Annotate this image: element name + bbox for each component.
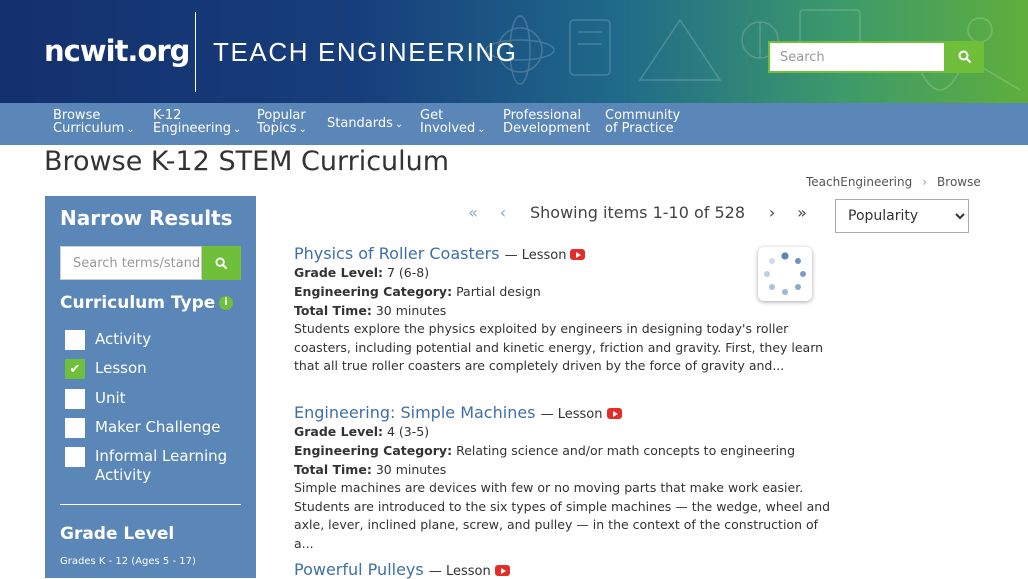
nav-professional-development[interactable] <box>503 109 591 135</box>
nav-label: of Practice <box>605 121 674 136</box>
result-time: Total Time: 30 minutes <box>294 303 447 318</box>
sidebar-divider <box>60 504 241 505</box>
result-title-link[interactable]: Engineering: Simple Machines <box>294 403 536 422</box>
results-count: Showing items 1-10 of 528 <box>530 202 746 222</box>
nav-label: Professional <box>503 108 582 123</box>
nav-label: Curriculum <box>53 121 125 136</box>
chevron-down-icon: ⌄ <box>126 124 135 135</box>
filter-label: Unit <box>95 389 126 407</box>
chevron-down-icon: ⌄ <box>477 124 486 135</box>
filter-informal-learning-activity[interactable] <box>65 447 245 485</box>
nav-label: Involved <box>420 121 476 136</box>
grade-level-heading: Grade Level <box>60 524 175 544</box>
checkbox[interactable] <box>65 389 85 409</box>
checkbox[interactable] <box>65 330 85 350</box>
pagination <box>458 200 817 224</box>
narrow-results-title: Narrow Results <box>60 206 233 230</box>
result-title-link[interactable]: Physics of Roller Coasters <box>294 244 500 263</box>
chevron-down-icon: ⌄ <box>394 119 404 130</box>
breadcrumb-item-teachengineering[interactable]: TeachEngineering <box>806 175 913 189</box>
result-category: Engineering Category: Partial design <box>294 284 541 299</box>
site-header <box>0 0 1028 103</box>
nav-label: Browse <box>53 108 101 123</box>
ncwit-logo[interactable]: ncwit.org <box>44 34 190 68</box>
search-button[interactable] <box>945 41 984 73</box>
result-time: Total Time: 30 minutes <box>294 462 447 477</box>
nav-label: Development <box>503 121 591 136</box>
filter-search-button[interactable] <box>202 246 241 280</box>
header-divider <box>195 12 196 92</box>
curriculum-type-heading: Curriculum Type <box>60 293 216 313</box>
nav-standards[interactable] <box>327 117 403 131</box>
filter-label: Informal Learning Activity <box>95 447 228 484</box>
result-item <box>294 403 834 553</box>
filter-lesson[interactable] <box>65 359 147 379</box>
chevron-down-icon: ⌄ <box>233 124 242 135</box>
filter-activity[interactable] <box>65 330 151 350</box>
result-category: Engineering Category: Relating science and/or math concepts to engineering <box>294 443 796 458</box>
search-icon <box>958 50 972 64</box>
nav-label: Popular <box>257 108 306 123</box>
nav-label: Engineering <box>153 121 231 136</box>
result-grade: Grade Level: 7 (6-8) <box>294 265 430 280</box>
video-icon <box>495 565 510 576</box>
nav-browse-curriculum[interactable] <box>53 109 135 136</box>
check-icon: ✔ <box>69 361 81 377</box>
chevron-right-icon: › <box>922 175 928 189</box>
filter-unit[interactable] <box>65 389 126 409</box>
nav-label: Community <box>605 108 681 123</box>
grade-range-label: Grades K - 12 (Ages 5 - 17) <box>60 556 196 567</box>
page-title: Browse K-12 STEM Curriculum <box>44 146 450 177</box>
filter-label: Activity <box>95 330 152 348</box>
result-type: — Lesson <box>428 564 491 579</box>
breadcrumb-item-browse: Browse <box>937 175 981 189</box>
nav-label: K-12 <box>153 108 182 123</box>
video-icon <box>570 249 585 260</box>
nav-label: Standards <box>327 116 393 131</box>
sort-select[interactable] <box>835 199 969 233</box>
nav-community-of-practice[interactable] <box>605 109 680 135</box>
checkbox[interactable] <box>65 418 85 438</box>
prev-page-button[interactable]: ‹ <box>499 202 507 222</box>
narrow-results-panel <box>45 196 256 578</box>
teach-engineering-logo[interactable]: TEACH ENGINEERING <box>213 37 518 67</box>
last-page-button[interactable]: » <box>797 202 807 222</box>
filter-label: Lesson <box>95 359 147 377</box>
filter-maker-challenge[interactable] <box>65 418 220 438</box>
result-type: — Lesson <box>540 407 603 422</box>
result-description: Students explore the physics exploited by engineers in designing today's roller coasters, including potential and kinetic energy, friction and gravity. First, they learn that all true roller coasters are completely driven by the force of gravity and... <box>294 321 824 373</box>
next-page-button[interactable]: › <box>768 202 776 222</box>
nav-get-involved[interactable] <box>420 109 486 136</box>
checkbox[interactable] <box>65 447 85 467</box>
info-icon[interactable]: i <box>219 296 233 310</box>
nav-k12-engineering[interactable] <box>153 109 241 136</box>
result-item <box>294 244 834 376</box>
chevron-down-icon: ⌄ <box>298 124 307 135</box>
nav-popular-topics[interactable] <box>257 109 307 136</box>
nav-label: Get <box>420 108 444 123</box>
result-title-link[interactable]: Powerful Pulleys <box>294 560 424 579</box>
result-type: — Lesson <box>504 248 567 263</box>
video-icon <box>607 408 622 419</box>
main-nav <box>0 103 1028 145</box>
nav-label: Topics <box>257 121 297 136</box>
result-item <box>294 560 834 579</box>
search-icon <box>215 257 228 270</box>
result-grade: Grade Level: 4 (3-5) <box>294 424 430 439</box>
filter-label: Maker Challenge <box>95 418 221 436</box>
result-description: Simple machines are devices with few or no moving parts that make work easier. Students are introduced to the six types of simple machines — the wedge, wheel and axle, lever, inclined plane, screw, and pulley — in the context of the construction of a... <box>294 480 831 551</box>
search-input[interactable] <box>768 41 946 73</box>
checkbox-checked[interactable] <box>65 359 85 379</box>
first-page-button[interactable]: « <box>468 202 478 222</box>
filter-search-input[interactable] <box>60 246 202 280</box>
breadcrumb <box>806 175 981 189</box>
